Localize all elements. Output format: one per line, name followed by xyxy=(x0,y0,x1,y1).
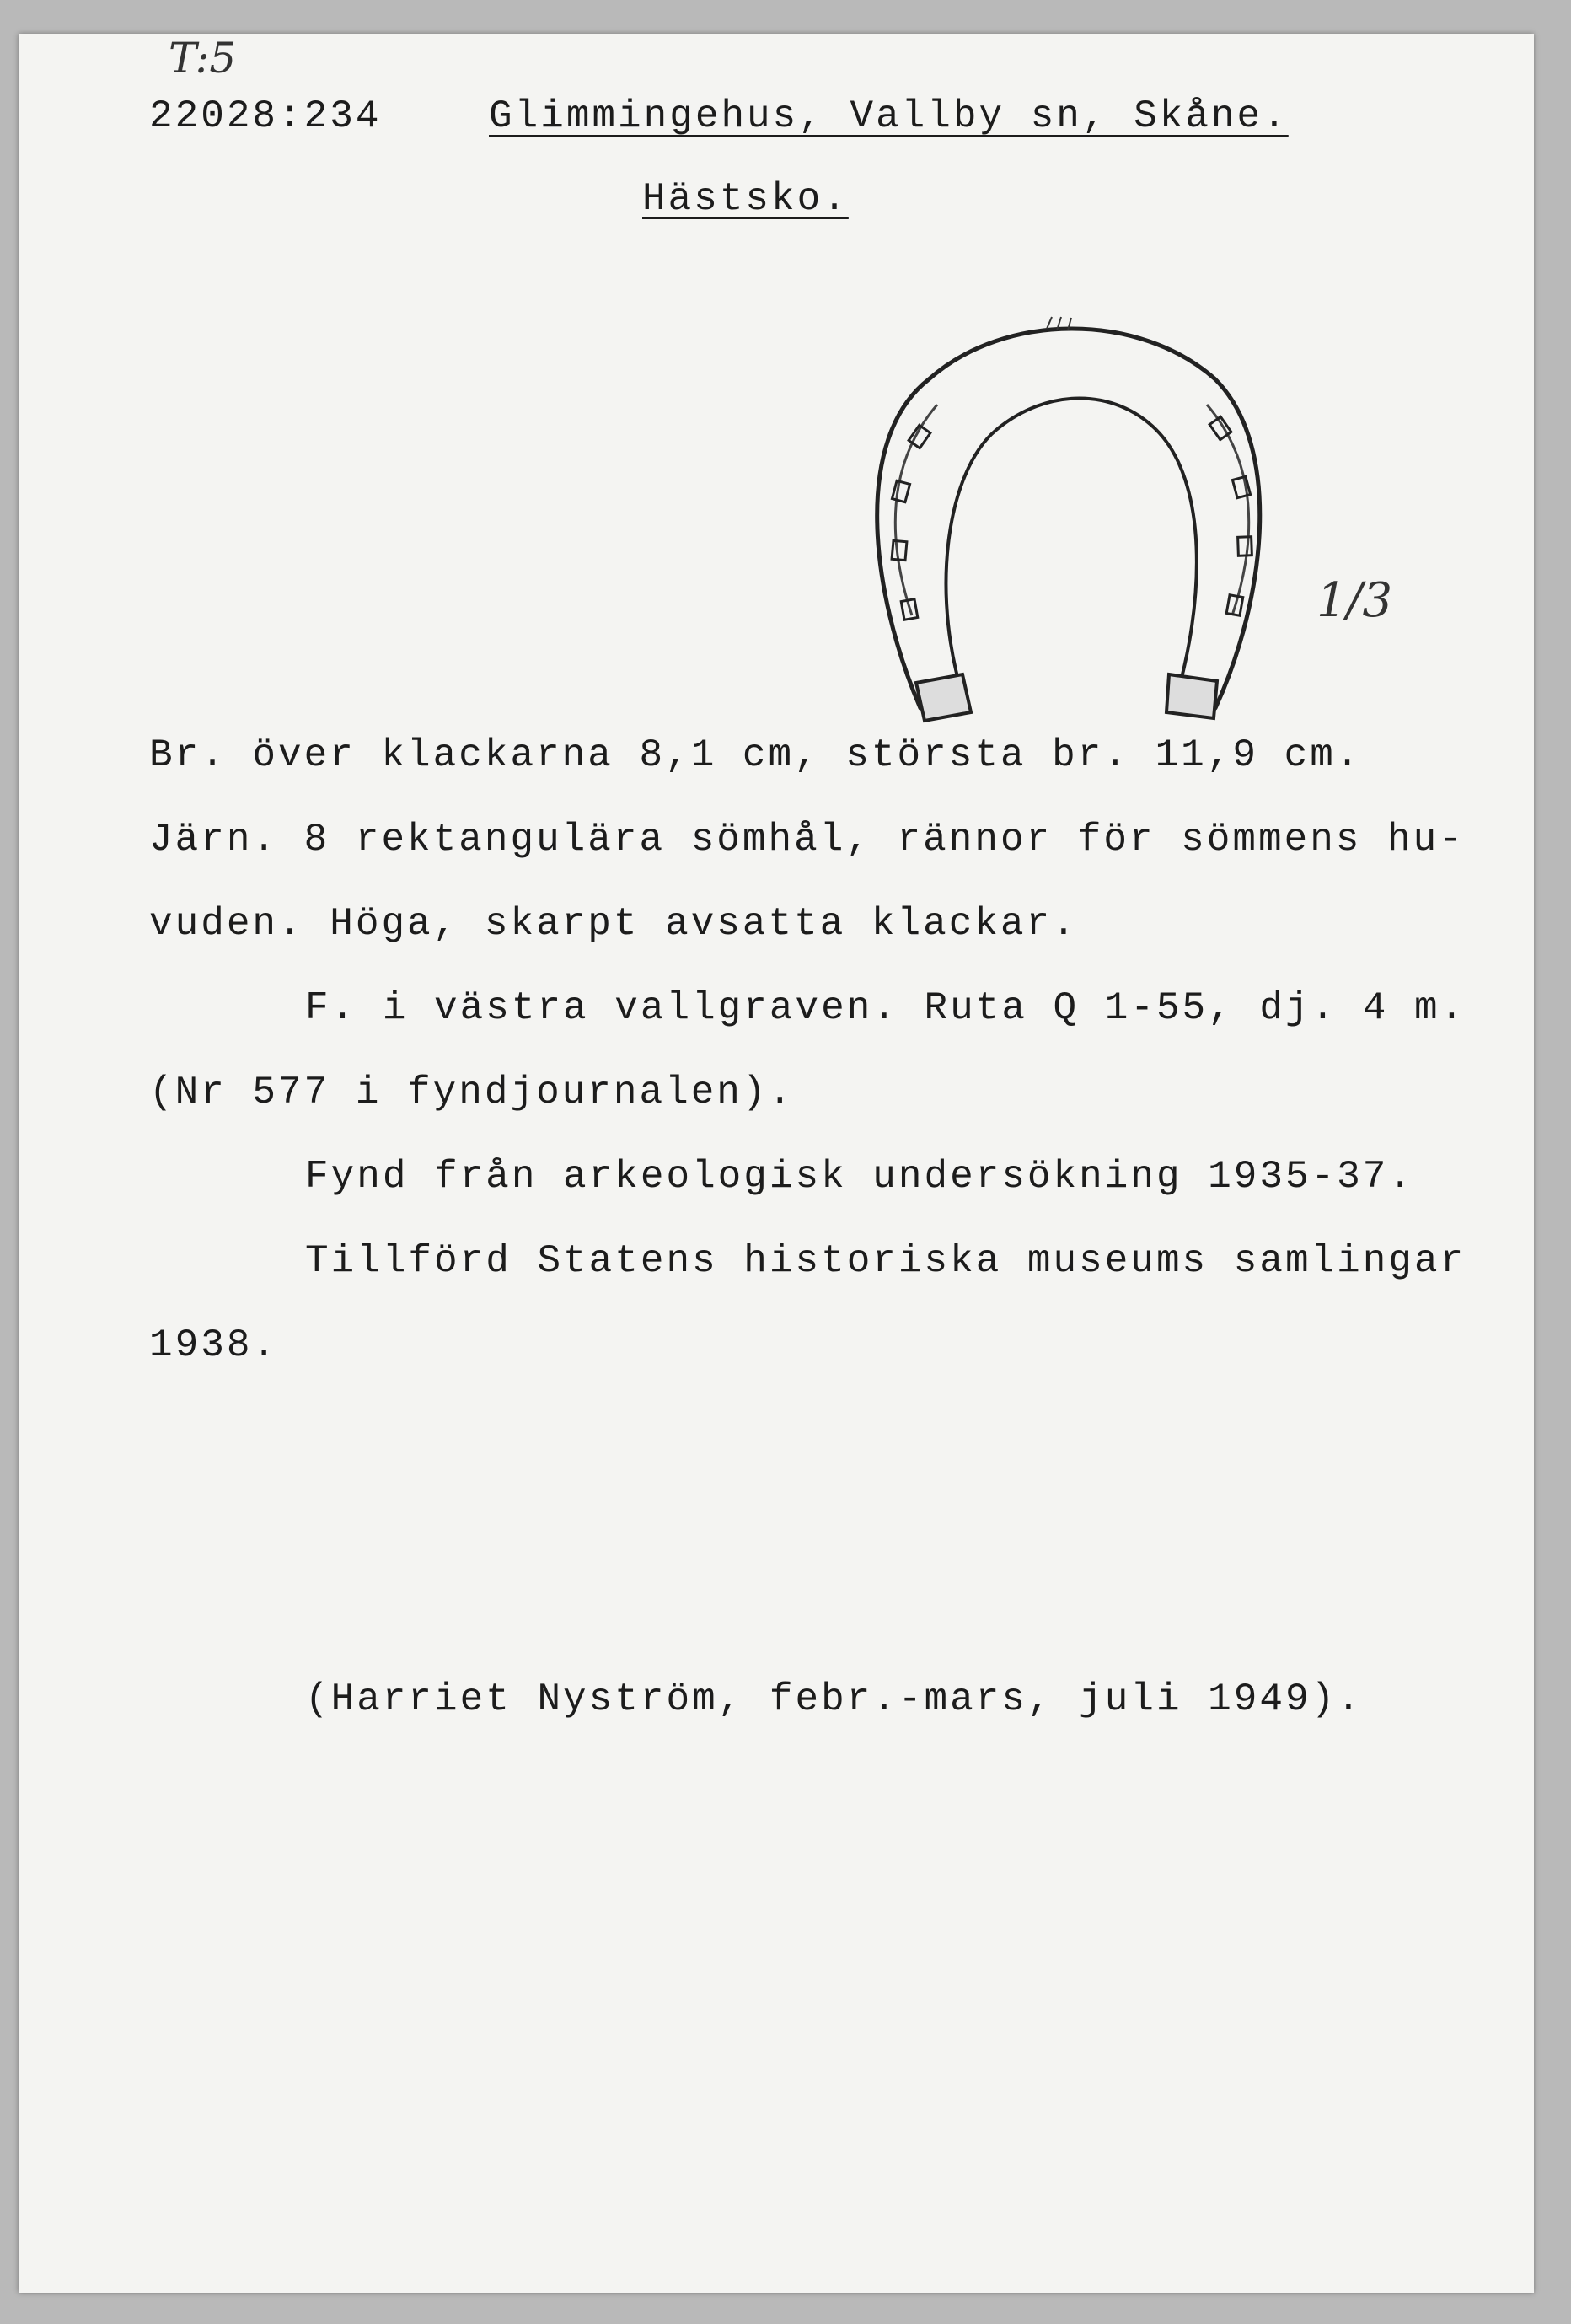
description-line-2: Järn. 8 rektangulära sömhål, rännor för sömmens hu- xyxy=(149,818,1465,861)
accession-line-1: Tillförd Statens historiska museums samlingar xyxy=(305,1239,1466,1283)
scale-label: 1/3 xyxy=(1316,573,1393,628)
catalog-number: 22028:234 xyxy=(149,94,382,138)
locality-heading: Glimmingehus, Vallby sn, Skåne. xyxy=(489,94,1289,138)
description-line-3: vuden. Höga, skarpt avsatta klackar. xyxy=(149,902,1078,946)
catalog-card xyxy=(19,34,1534,2293)
find-line-2: (Nr 577 i fyndjournalen). xyxy=(149,1071,795,1114)
excavation-line: Fynd från arkeologisk undersökning 1935-37. xyxy=(305,1155,1414,1199)
object-name: Hästsko. xyxy=(642,177,849,221)
description-line-1: Br. över klackarna 8,1 cm, största br. 11,9 cm. xyxy=(149,733,1362,777)
accession-line-2: 1938. xyxy=(149,1323,279,1367)
horseshoe-drawing xyxy=(836,270,1308,742)
handwritten-mark: T:5 xyxy=(169,34,237,83)
author-line: (Harriet Nyström, febr.-mars, juli 1949). xyxy=(305,1677,1363,1721)
find-line-1: F. i västra vallgraven. Ruta Q 1-55, dj. 4 m. xyxy=(305,986,1466,1030)
